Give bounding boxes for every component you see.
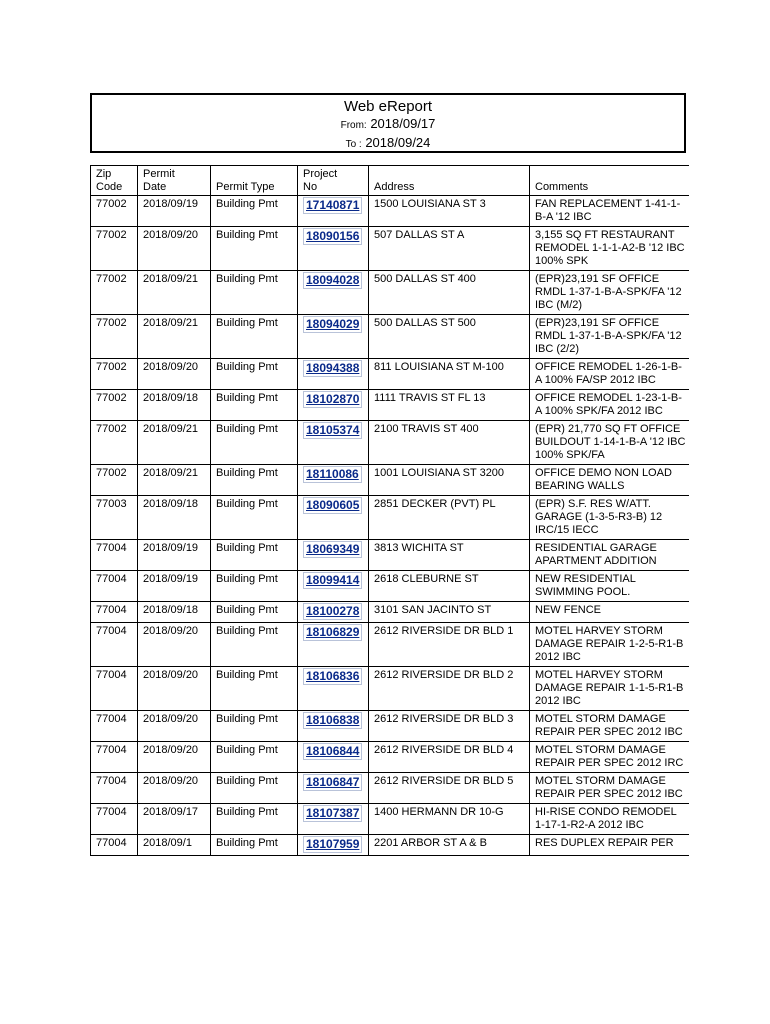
- address-cell: 2612 RIVERSIDE DR BLD 2: [369, 667, 529, 710]
- table-row: [91, 390, 689, 420]
- zip-cell: 77004: [91, 773, 137, 803]
- to-label: To :: [345, 139, 362, 150]
- zip-cell: 77002: [91, 465, 137, 495]
- to-line: [92, 134, 684, 153]
- date-cell: 2018/09/21: [138, 315, 210, 358]
- from-line: [92, 115, 684, 134]
- zip-cell: 77004: [91, 623, 137, 666]
- type-cell: Building Pmt: [211, 773, 297, 803]
- comments-cell: 3,155 SQ FT RESTAURANT REMODEL 1-1-1-A2-B '12 IBC 100% SPK: [530, 227, 689, 270]
- comments-cell: (EPR) 21,770 SQ FT OFFICE BUILDOUT 1-14-1-B-A '12 IBC 100% SPK/FA: [530, 421, 689, 464]
- project-link[interactable]: 18099414: [303, 572, 362, 589]
- comments-cell: MOTEL STORM DAMAGE REPAIR PER SPEC 2012 IBC: [530, 773, 689, 803]
- table-row: [91, 804, 689, 834]
- zip-cell: 77002: [91, 271, 137, 314]
- type-cell: Building Pmt: [211, 742, 297, 772]
- zip-cell: 77002: [91, 421, 137, 464]
- project-link[interactable]: 18100278: [303, 603, 362, 620]
- date-cell: 2018/09/20: [138, 667, 210, 710]
- table-row: [91, 667, 689, 710]
- table-row: [91, 602, 689, 622]
- address-cell: 1400 HERMANN DR 10-G: [369, 804, 529, 834]
- col-address-header: Address: [369, 166, 529, 195]
- comments-cell: MOTEL HARVEY STORM DAMAGE REPAIR 1-2-5-R1-B 2012 IBC: [530, 623, 689, 666]
- comments-cell: RES DUPLEX REPAIR PER: [530, 835, 689, 855]
- project-cell: [298, 571, 368, 601]
- project-cell: [298, 465, 368, 495]
- project-cell: [298, 602, 368, 622]
- table-row: [91, 196, 689, 226]
- project-link[interactable]: 18105374: [303, 422, 362, 439]
- project-link[interactable]: 17140871: [303, 197, 362, 214]
- to-date: 2018/09/24: [365, 135, 431, 150]
- table-row: [91, 465, 689, 495]
- type-cell: Building Pmt: [211, 359, 297, 389]
- date-cell: 2018/09/20: [138, 742, 210, 772]
- comments-cell: HI-RISE CONDO REMODEL 1-17-1-R2-A 2012 IBC: [530, 804, 689, 834]
- from-label: From:: [340, 120, 367, 131]
- address-cell: 500 DALLAS ST 500: [369, 315, 529, 358]
- table-row: [91, 742, 689, 772]
- date-cell: 2018/09/1: [138, 835, 210, 855]
- comments-cell: NEW FENCE: [530, 602, 689, 622]
- address-cell: 2612 RIVERSIDE DR BLD 4: [369, 742, 529, 772]
- zip-cell: 77004: [91, 804, 137, 834]
- project-cell: [298, 227, 368, 270]
- project-link[interactable]: 18106829: [303, 624, 362, 641]
- address-cell: 1111 TRAVIS ST FL 13: [369, 390, 529, 420]
- zip-cell: 77004: [91, 742, 137, 772]
- type-cell: Building Pmt: [211, 227, 297, 270]
- date-cell: 2018/09/20: [138, 227, 210, 270]
- project-link[interactable]: 18094029: [303, 316, 362, 333]
- table-row: [91, 315, 689, 358]
- table-row: [91, 835, 689, 855]
- report-title: Web eReport: [343, 98, 433, 115]
- date-cell: 2018/09/19: [138, 540, 210, 570]
- project-cell: [298, 421, 368, 464]
- comments-cell: OFFICE DEMO NON LOAD BEARING WALLS: [530, 465, 689, 495]
- type-cell: Building Pmt: [211, 540, 297, 570]
- zip-cell: 77002: [91, 315, 137, 358]
- type-cell: Building Pmt: [211, 667, 297, 710]
- col-date-header: Permit Date: [138, 166, 210, 195]
- project-cell: [298, 196, 368, 226]
- table-row: [91, 540, 689, 570]
- project-cell: [298, 271, 368, 314]
- date-cell: 2018/09/18: [138, 496, 210, 539]
- comments-cell: (EPR)23,191 SF OFFICE RMDL 1-37-1-B-A-SPK/FA '12 IBC (M/2): [530, 271, 689, 314]
- project-cell: [298, 835, 368, 855]
- type-cell: Building Pmt: [211, 465, 297, 495]
- comments-cell: MOTEL STORM DAMAGE REPAIR PER SPEC 2012 IBC: [530, 711, 689, 741]
- project-link[interactable]: 18106836: [303, 668, 362, 685]
- address-cell: 2851 DECKER (PVT) PL: [369, 496, 529, 539]
- address-cell: 1001 LOUISIANA ST 3200: [369, 465, 529, 495]
- address-cell: 2100 TRAVIS ST 400: [369, 421, 529, 464]
- table-row: [91, 421, 689, 464]
- project-link[interactable]: 18110086: [303, 466, 362, 483]
- date-cell: 2018/09/20: [138, 623, 210, 666]
- table-row: [91, 359, 689, 389]
- comments-cell: FAN REPLACEMENT 1-41-1-B-A '12 IBC: [530, 196, 689, 226]
- zip-cell: 77004: [91, 667, 137, 710]
- type-cell: Building Pmt: [211, 196, 297, 226]
- table-row: [91, 773, 689, 803]
- address-cell: 2612 RIVERSIDE DR BLD 5: [369, 773, 529, 803]
- address-cell: 2201 ARBOR ST A & B: [369, 835, 529, 855]
- permits-table: [90, 165, 689, 856]
- project-link[interactable]: 18106844: [303, 743, 362, 760]
- project-link[interactable]: 18069349: [303, 541, 362, 558]
- zip-cell: 77002: [91, 359, 137, 389]
- address-cell: 2612 RIVERSIDE DR BLD 3: [369, 711, 529, 741]
- project-cell: [298, 496, 368, 539]
- project-cell: [298, 540, 368, 570]
- type-cell: Building Pmt: [211, 623, 297, 666]
- zip-cell: 77004: [91, 602, 137, 622]
- col-type-header: Permit Type: [211, 166, 297, 195]
- comments-cell: (EPR) S.F. RES W/ATT. GARAGE (1-3-5-R3-B) 12 IRC/15 IECC: [530, 496, 689, 539]
- project-link[interactable]: 18102870: [303, 391, 362, 408]
- comments-cell: OFFICE REMODEL 1-23-1-B-A 100% SPK/FA 2012 IBC: [530, 390, 689, 420]
- table-row: [91, 227, 689, 270]
- zip-cell: 77004: [91, 571, 137, 601]
- project-link[interactable]: 18107959: [303, 836, 362, 853]
- address-cell: 1500 LOUISIANA ST 3: [369, 196, 529, 226]
- date-cell: 2018/09/18: [138, 390, 210, 420]
- address-cell: 3101 SAN JACINTO ST: [369, 602, 529, 622]
- project-cell: [298, 667, 368, 710]
- address-cell: 3813 WICHITA ST: [369, 540, 529, 570]
- project-cell: [298, 315, 368, 358]
- project-link[interactable]: 18107387: [303, 805, 362, 822]
- address-cell: 811 LOUISIANA ST M-100: [369, 359, 529, 389]
- comments-cell: OFFICE REMODEL 1-26-1-B-A 100% FA/SP 2012 IBC: [530, 359, 689, 389]
- project-link[interactable]: 18106838: [303, 712, 362, 729]
- zip-cell: 77004: [91, 540, 137, 570]
- type-cell: Building Pmt: [211, 496, 297, 539]
- project-link[interactable]: 18094388: [303, 360, 362, 377]
- type-cell: Building Pmt: [211, 271, 297, 314]
- col-comments-header: Comments: [530, 166, 689, 195]
- comments-cell: MOTEL STORM DAMAGE REPAIR PER SPEC 2012 IRC: [530, 742, 689, 772]
- date-cell: 2018/09/21: [138, 465, 210, 495]
- type-cell: Building Pmt: [211, 711, 297, 741]
- type-cell: Building Pmt: [211, 835, 297, 855]
- zip-cell: 77002: [91, 196, 137, 226]
- project-cell: [298, 773, 368, 803]
- address-cell: 500 DALLAS ST 400: [369, 271, 529, 314]
- date-cell: 2018/09/19: [138, 196, 210, 226]
- date-cell: 2018/09/18: [138, 602, 210, 622]
- project-link[interactable]: 18094028: [303, 272, 362, 289]
- zip-cell: 77003: [91, 496, 137, 539]
- table-row: [91, 711, 689, 741]
- date-cell: 2018/09/17: [138, 804, 210, 834]
- comments-cell: MOTEL HARVEY STORM DAMAGE REPAIR 1-1-5-R1-B 2012 IBC: [530, 667, 689, 710]
- report-header: [90, 93, 686, 153]
- project-cell: [298, 623, 368, 666]
- date-cell: 2018/09/19: [138, 571, 210, 601]
- project-link[interactable]: 18106847: [303, 774, 362, 791]
- type-cell: Building Pmt: [211, 571, 297, 601]
- table-header-row: [91, 166, 689, 195]
- date-cell: 2018/09/20: [138, 711, 210, 741]
- date-cell: 2018/09/20: [138, 773, 210, 803]
- type-cell: Building Pmt: [211, 421, 297, 464]
- project-cell: [298, 804, 368, 834]
- type-cell: Building Pmt: [211, 602, 297, 622]
- table-row: [91, 623, 689, 666]
- project-link[interactable]: 18090605: [303, 497, 362, 514]
- from-date: 2018/09/17: [370, 116, 436, 131]
- project-cell: [298, 711, 368, 741]
- project-cell: [298, 390, 368, 420]
- comments-cell: NEW RESIDENTIAL SWIMMING POOL.: [530, 571, 689, 601]
- zip-cell: 77004: [91, 835, 137, 855]
- address-cell: 507 DALLAS ST A: [369, 227, 529, 270]
- date-cell: 2018/09/21: [138, 271, 210, 314]
- type-cell: Building Pmt: [211, 315, 297, 358]
- table-row: [91, 571, 689, 601]
- type-cell: Building Pmt: [211, 390, 297, 420]
- comments-cell: RESIDENTIAL GARAGE APARTMENT ADDITION: [530, 540, 689, 570]
- zip-cell: 77002: [91, 227, 137, 270]
- address-cell: 2618 CLEBURNE ST: [369, 571, 529, 601]
- table-row: [91, 496, 689, 539]
- type-cell: Building Pmt: [211, 804, 297, 834]
- zip-cell: 77004: [91, 711, 137, 741]
- table-row: [91, 271, 689, 314]
- date-cell: 2018/09/21: [138, 421, 210, 464]
- col-project-header: Project No: [298, 166, 368, 195]
- project-cell: [298, 742, 368, 772]
- address-cell: 2612 RIVERSIDE DR BLD 1: [369, 623, 529, 666]
- comments-cell: (EPR)23,191 SF OFFICE RMDL 1-37-1-B-A-SPK/FA '12 IBC (2/2): [530, 315, 689, 358]
- zip-cell: 77002: [91, 390, 137, 420]
- project-cell: [298, 359, 368, 389]
- date-cell: 2018/09/20: [138, 359, 210, 389]
- project-link[interactable]: 18090156: [303, 228, 362, 245]
- report-table-container: [90, 165, 689, 919]
- col-zip-header: Zip Code: [91, 166, 137, 195]
